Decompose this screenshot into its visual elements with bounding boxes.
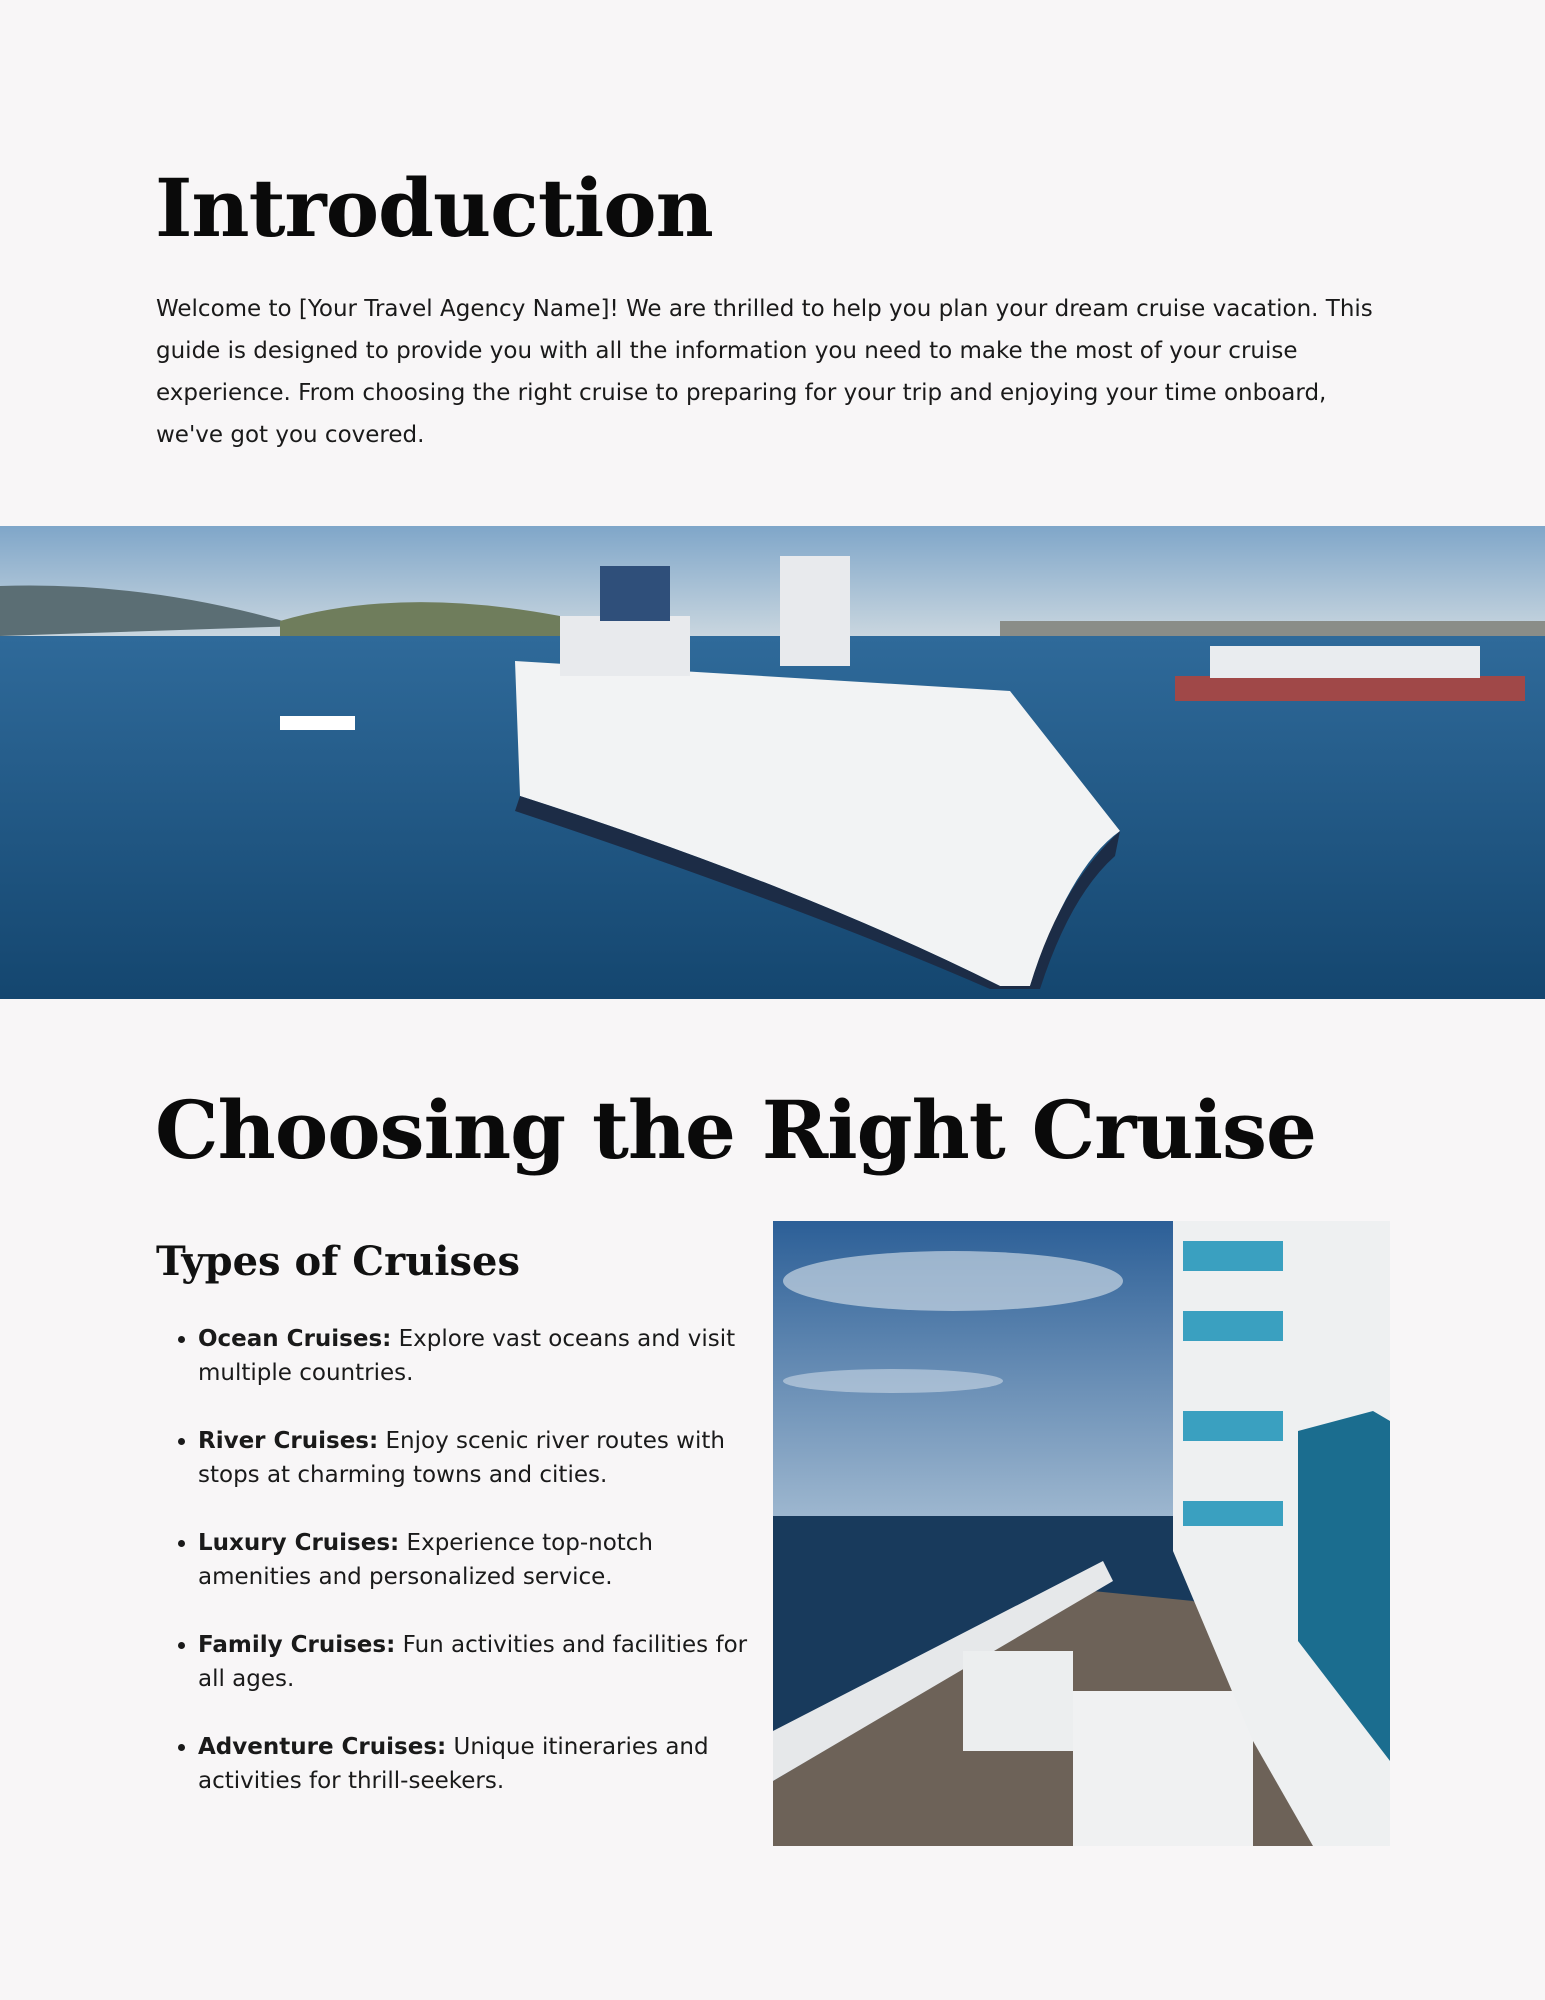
list-item [198, 1526, 758, 1594]
item-text: Unique itineraries and activities for thrill-seekers. [198, 1734, 709, 1794]
item-text: Fun activities and facilities for all ages. [198, 1632, 748, 1692]
cruise-ship-harbor-photo [0, 526, 1545, 999]
item-label: Adventure Cruises: [198, 1734, 447, 1760]
item-label: Ocean Cruises: [198, 1326, 392, 1352]
intro-paragraph: Welcome to [Your Travel Agency Name]! We are thrilled to help you plan your dream cruise vacation. This guide is designed to provide you with all the information you need to make the most of your cruise experience. From choosing the right cruise to preparing for your trip and enjoying your time onboard, we've got you covered. [156, 296, 1373, 448]
list-item [198, 1424, 758, 1492]
item-label: Luxury Cruises: [198, 1530, 400, 1556]
item-text: Experience top-notch amenities and personalized service. [198, 1530, 654, 1590]
item-label: River Cruises: [198, 1428, 379, 1454]
item-label: Family Cruises: [198, 1632, 396, 1658]
item-text: Explore vast oceans and visit multiple countries. [198, 1326, 736, 1386]
intro-title: Introduction [155, 161, 713, 255]
cruise-types-list [156, 1322, 758, 1832]
ship-deck-photo [773, 1221, 1390, 1846]
list-item [198, 1322, 758, 1390]
list-item [198, 1730, 758, 1798]
choosing-title: Choosing the Right Cruise [155, 1083, 1316, 1177]
item-text: Enjoy scenic river routes with stops at charming towns and cities. [198, 1428, 725, 1488]
list-item [198, 1628, 758, 1696]
types-subtitle: Types of Cruises [156, 1238, 520, 1285]
